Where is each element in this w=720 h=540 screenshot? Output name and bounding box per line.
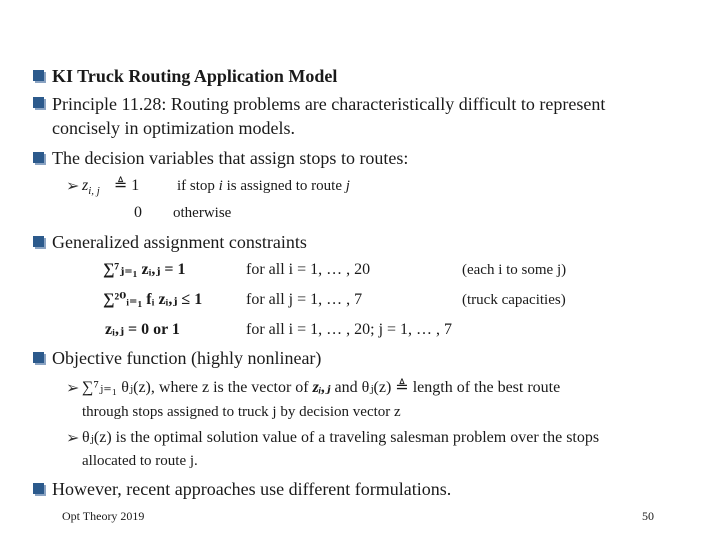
decision-condition-1: if stop i is assigned to route j — [177, 178, 350, 194]
objective-sub2-line1: θⱼ(z) is the optimal solution value of a traveling salesman problem over the stops — [82, 429, 600, 446]
gac-heading: Generalized assignment constraints — [52, 232, 307, 252]
objective-sub1-line2: through stops assigned to truck j by decision vector z — [82, 404, 401, 420]
however-line: However, recent approaches use different formulations. — [52, 479, 452, 499]
decision-cond1-text: if stop — [177, 178, 215, 194]
bullet-icon — [33, 97, 44, 108]
decision-variable — [82, 176, 139, 201]
decision-intro: The decision variables that assign stops to routes: — [52, 148, 409, 168]
decision-zero: 0 — [134, 204, 142, 221]
decision-def: ≜ 1 — [113, 177, 140, 194]
constraint-3-range: for all i = 1, … , 20; j = 1, … , 7 — [246, 321, 453, 338]
bullet-icon — [33, 70, 44, 81]
constraint-2-lhs: ∑²⁰ᵢ₌₁ fᵢ zᵢ,ⱼ ≤ 1 — [103, 291, 203, 308]
principle-line-2: concisely in optimization models. — [52, 118, 295, 138]
objective-sub1-line1 — [82, 378, 560, 398]
decision-otherwise: otherwise — [173, 205, 232, 221]
arrow-bullet-icon: ➢ — [66, 428, 80, 447]
bullet-icon — [33, 152, 44, 163]
obj-sub1-part-a: ∑⁷ⱼ₌₁ θⱼ(z), where z is the vector of — [82, 379, 309, 396]
constraint-2-note: (truck capacities) — [462, 292, 566, 308]
decision-cond1b-text: is assigned to route — [226, 178, 342, 194]
bullet-icon — [33, 483, 44, 494]
arrow-bullet-icon: ➢ — [66, 378, 80, 397]
principle-line-1: Principle 11.28: Routing problems are characteristically difficult to represent — [52, 94, 606, 114]
objective-heading: Objective function (highly nonlinear) — [52, 348, 322, 368]
footer-course: Opt Theory 2019 — [62, 509, 145, 523]
decision-var-symbol: z — [82, 177, 89, 194]
constraint-2-range: for all j = 1, … , 7 — [246, 291, 363, 308]
slide-title: KI Truck Routing Application Model — [52, 66, 338, 86]
obj-sub1-part-b: zᵢ,ⱼ — [312, 379, 331, 396]
decision-var-subscript: i, j — [88, 185, 100, 198]
bullet-icon — [33, 236, 44, 247]
objective-sub2-line2: allocated to route j. — [82, 453, 198, 469]
constraint-1-range: for all i = 1, … , 20 — [246, 261, 371, 278]
obj-sub1-part-c: and θⱼ(z) ≜ length of the best route — [334, 379, 561, 396]
bullet-icon — [33, 352, 44, 363]
constraint-3-lhs: zᵢ,ⱼ = 0 or 1 — [105, 321, 180, 338]
arrow-bullet-icon: ➢ — [66, 176, 80, 195]
constraint-1-note: (each i to some j) — [462, 262, 567, 278]
footer-page-number: 50 — [642, 509, 654, 523]
constraint-1-lhs: ∑⁷ⱼ₌₁ zᵢ,ⱼ = 1 — [103, 261, 186, 278]
